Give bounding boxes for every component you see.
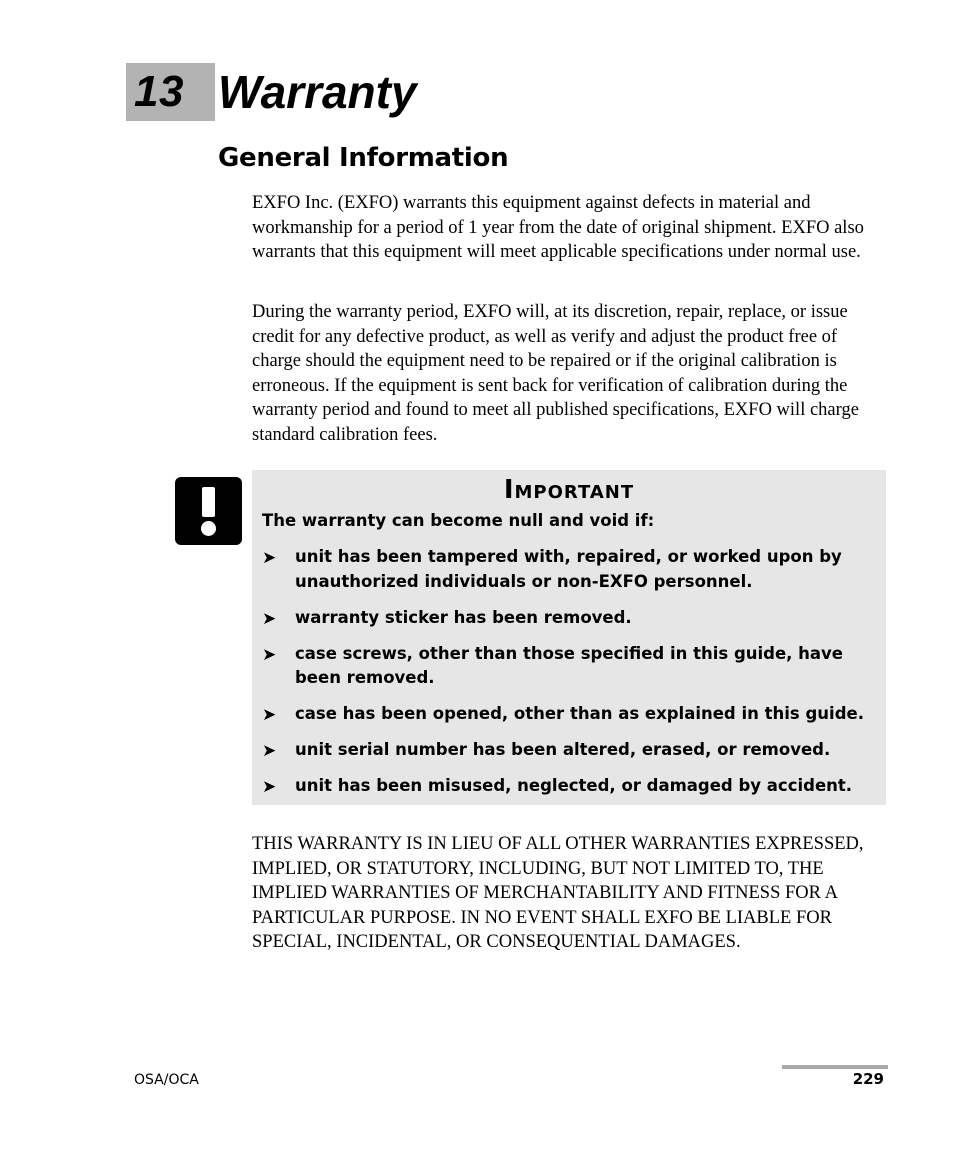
important-notice [252,470,886,805]
arrow-right-icon: ➤ [262,608,277,629]
exclamation-icon [175,477,242,545]
page-number: 229 [852,1070,884,1088]
chapter-number: 13 [134,67,184,116]
arrow-right-icon: ➤ [262,644,277,665]
list-item [252,774,886,799]
list-item [252,642,886,691]
chapter-title: Warranty [218,66,417,118]
warranty-disclaimer: THIS WARRANTY IS IN LIEU OF ALL OTHER WARRANTIES EXPRESSED, IMPLIED, OR STATUTORY, INCLUDING, BUT NOT LIMITED TO, THE IMPLIED WARRANTIES OF MERCHANTABILITY AND FITNESS FOR A PARTICULAR PURPOSE. IN NO EVENT SHALL EXFO BE LIABLE FOR SPECIAL, INCIDENTAL, OR CONSEQUENTIAL DAMAGES. [252,834,864,952]
list-item-text: warranty sticker has been removed. [295,607,632,627]
arrow-right-icon: ➤ [262,548,277,568]
list-item [252,702,886,727]
list-item [252,738,886,763]
arrow-right-icon: ➤ [262,777,277,797]
section-title: General Information [218,143,509,173]
important-lead: The warranty can become null and void if: [262,511,655,530]
list-item [252,606,886,631]
warranty-paragraph-1: EXFO Inc. (EXFO) warrants this equipment against defects in material and workmanship for a period of 1 year from the date of original shipment. EXFO also warrants that this equipment will meet applicable specifications under normal use. [252,193,864,262]
list-item-text: unit has been misused, neglected, or damaged by accident. [295,776,853,795]
arrow-right-icon: ➤ [262,741,277,761]
warranty-paragraph-2: During the warranty period, EXFO will, at its discretion, repair, replace, or issue credit for any defective product, as well as verify and adjust the product free of charge should the equipment need to be repaired or if the original calibration is erroneous. If the equipment is sent back for verification of calibration during the warranty period and found to meet all published specifications, EXFO will charge standard calibration fees. [252,302,859,445]
list-item-text: case has been opened, other than as explained in this guide. [295,704,864,723]
list-item-text: unit serial number has been altered, erased, or removed. [295,740,831,759]
list-item [252,545,886,594]
footer-product-name: OSA/OCA [134,1072,199,1088]
chapter-number-block [126,63,215,121]
footer-rule [782,1065,888,1069]
list-item-text: case screws, other than those specified in this guide, have been removed. [295,643,843,687]
important-title: Important [503,475,635,505]
void-conditions-list [252,545,886,810]
arrow-right-icon: ➤ [262,705,277,725]
list-item-text: unit has been tampered with, repaired, or worked upon by unauthorized individuals or non-EXFO personnel. [295,547,842,591]
